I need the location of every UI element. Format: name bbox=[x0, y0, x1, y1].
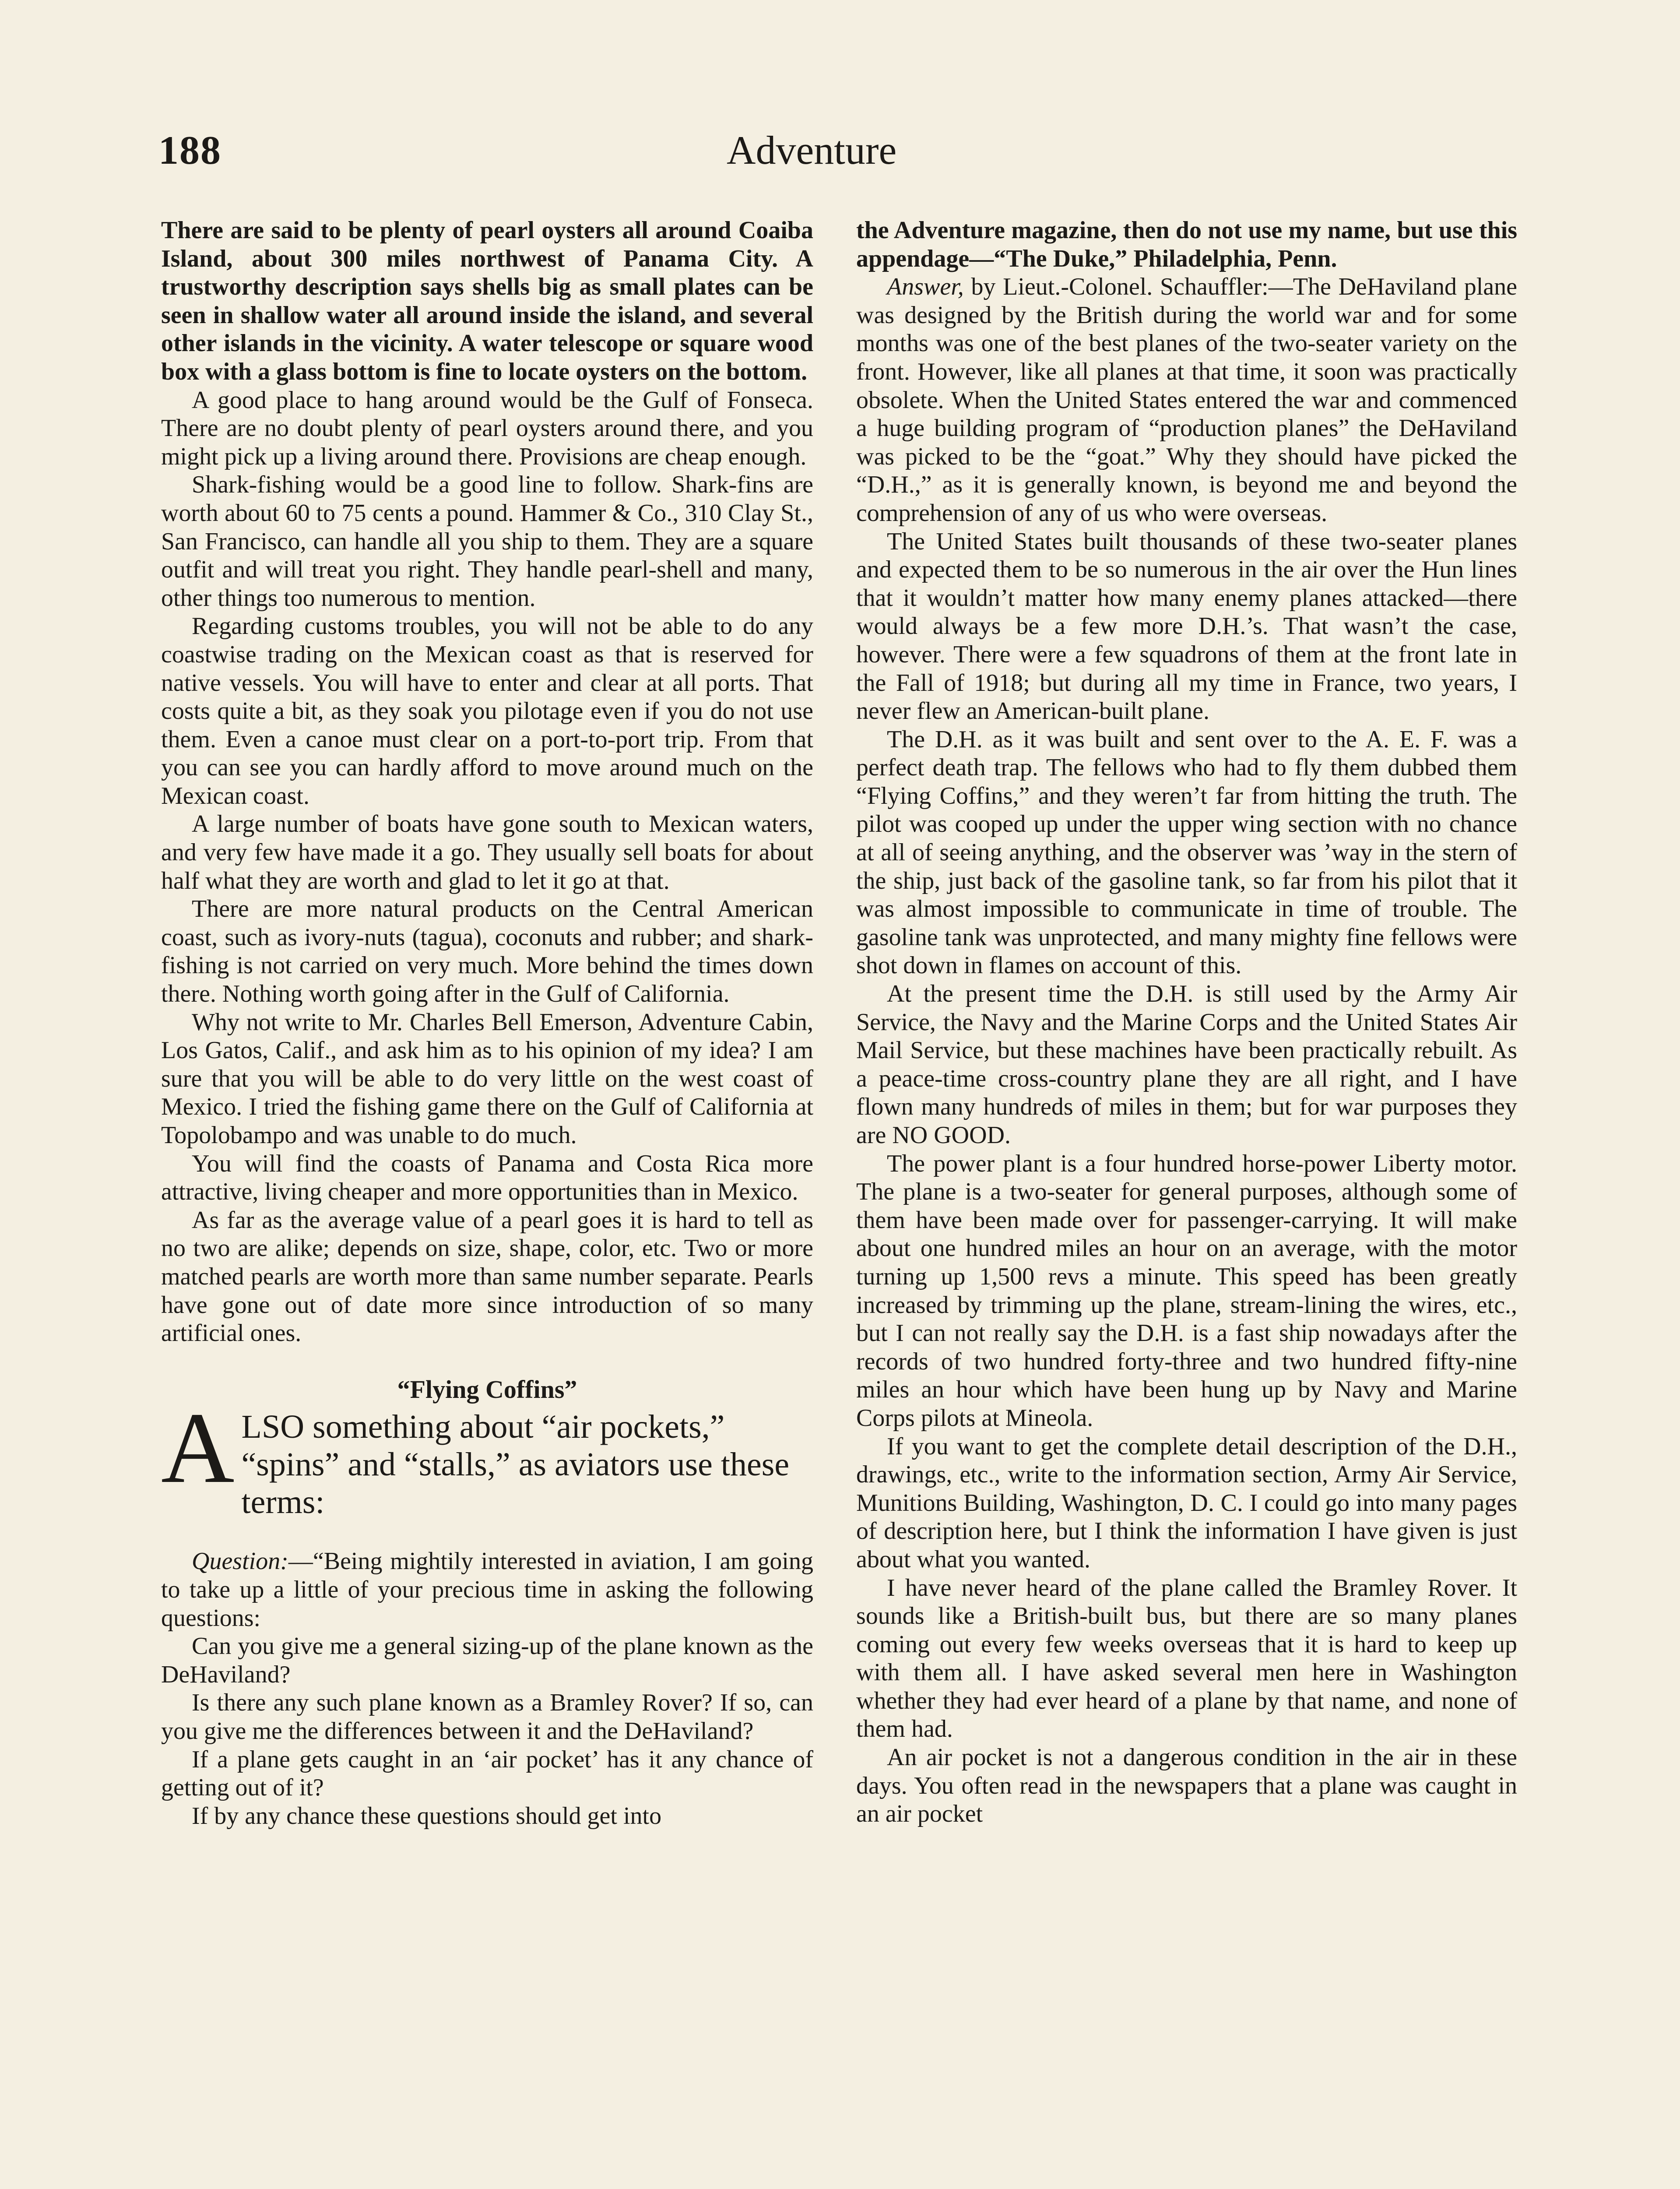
answer-paragraph bbox=[856, 273, 1517, 527]
paragraph: Is there any such plane known as a Bramley Rover? If so, can you give me the differences between it and the DeHaviland? bbox=[161, 1689, 813, 1745]
paragraph: An air pocket is not a dangerous condition in the air in these days. You often read in the newspapers that a plane was caught in an air pocket bbox=[856, 1744, 1517, 1828]
paragraph: I have never heard of the plane called the Bramley Rover. It sounds like a British-built bus, but there are so many planes coming out every few weeks overseas that it is hard to keep up with them all. I have asked several men here in Washington whether they had ever heard of a plane by that name, and none of them had. bbox=[856, 1574, 1517, 1743]
page-number: 188 bbox=[158, 128, 221, 172]
paragraph: If by any chance these questions should get into bbox=[192, 1802, 662, 1830]
drop-cap: A bbox=[161, 1408, 235, 1505]
paragraph: As far as the average value of a pearl goes it is hard to tell as no two are alike; depends on size, shape, color, etc. Two or more matched pearls are worth more than same number separate. Pearls have gone out of date more since introduction of so many artificial ones. bbox=[161, 1206, 813, 1347]
question-paragraph bbox=[161, 1547, 813, 1632]
paragraph: Can you give me a general sizing-up of the plane known as the DeHaviland? bbox=[161, 1633, 813, 1688]
paragraph: The United States built thousands of these two-seater planes and expected them to be so numerous in the air over the Hun lines that it wouldn’t matter how many enemy planes attacked—there would always be a few more D.H.’s. That wasn’t the case, however. There were a few squadrons of them at the front late in the Fall of 1918; but during all my time in France, two years, I never flew an American-built plane. bbox=[856, 528, 1517, 725]
paragraph: There are said to be plenty of pearl oysters all around Coaiba Island, about 300 miles northwest of Panama City. A trustworthy description says shells big as small plates can be seen in shallow water all around inside the island, and several other islands in the vicinity. A water telescope or square wood box with a glass bottom is fine to locate oysters on the bottom. bbox=[161, 217, 813, 385]
question-text: —“Being mightily interested in aviation, I am going to take up a little of your precious time in asking the following questions: bbox=[161, 1548, 813, 1632]
paragraph: There are more natural products on the Central American coast, such as ivory-nuts (tagua), coconuts and rubber; and shark-fishing is not carried on very much. More behind the times down there. Nothing worth going after in the Gulf of California. bbox=[161, 895, 813, 1008]
paragraph: Why not write to Mr. Charles Bell Emerson, Adventure Cabin, Los Gatos, Calif., and ask him as to his opinion of my idea? I am sure that you will be able to do very little on the west coast of Mexico. I tried the fishing game there on the Gulf of California at Topolobampo and was unable to do much. bbox=[161, 1008, 813, 1149]
paragraph: The power plant is a four hundred horse-power Liberty motor. The plane is a two-seater for general purposes, although some of them have been made over for passenger-carrying. It will make about one hundred miles an hour on an average, with the motor turning up 1,500 revs a minute. This speed has been greatly increased by trimming up the plane, stream-lining the wires, etc., but I can not really say the D.H. is a fast ship nowadays after the records of two hundred forty-three and two hundred fifty-nine miles an hour which have been hung up by Navy and Marine Corps pilots at Mineola. bbox=[856, 1150, 1517, 1432]
paragraph: At the present time the D.H. is still used by the Army Air Service, the Navy and the Marine Corps and the United States Air Mail Service, but these machines have been practically rebuilt. As a peace-time cross-country plane they are all right, and I have flown many hundreds of miles in them; but for war purposes they are NO GOOD. bbox=[856, 980, 1517, 1149]
paragraph: You will find the coasts of Panama and Costa Rica more attractive, living cheaper and more opportunities than in Mexico. bbox=[161, 1150, 813, 1206]
question-label: Question: bbox=[192, 1548, 288, 1575]
paragraph: A good place to hang around would be the Gulf of Fonseca. There are no doubt plenty of pearl oysters around there, and you might pick up a living around there. Provisions are cheap enough. bbox=[161, 386, 813, 470]
continuation-paragraph: the Adventure magazine, then do not use my name, but use this appendage—“The Duke,” Philadelphia, Penn. bbox=[856, 217, 1517, 272]
paragraph: The D.H. as it was built and sent over to the A. E. F. was a perfect death trap. The fellows who had to fly them dubbed them “Flying Coffins,” and they weren’t far from hitting the truth. The pilot was cooped up under the upper wing section with no chance at all of seeing anything, and the observer was ’way in the stern of the ship, just back of the gasoline tank, so far from his pilot that it was almost impossible to communicate in time of trouble. The gasoline tank was unprotected, and many mighty fine fellows were shot down in flames on account of this. bbox=[856, 725, 1517, 979]
paragraph: A large number of boats have gone south to Mexican waters, and very few have made it a go. They usually sell boats for about half what they are worth and glad to let it go at that. bbox=[161, 810, 813, 894]
running-head: Adventure bbox=[727, 128, 897, 172]
paragraph: Regarding customs troubles, you will not be able to do any coastwise trading on the Mexican coast as that is reserved for native vessels. You will have to enter and clear at all ports. That costs quite a bit, as they soak you pilotage even if you do not use them. Even a canoe must clear on a port-to-port trip. From that you can see you can hardly afford to move around much on the Mexican coast. bbox=[161, 612, 813, 809]
paragraph: Shark-fishing would be a good line to follow. Shark-fins are worth about 60 to 75 cents a pound. Hammer & Co., 310 Clay St., San Francisco, can handle all you ship to them. They are a square outfit and will treat you right. They handle pearl-shell and many, other things too numerous to mention. bbox=[161, 471, 813, 612]
right-column bbox=[856, 216, 1517, 1828]
paragraph: If a plane gets caught in an ‘air pocket’ has it any chance of getting out of it? bbox=[161, 1746, 813, 1802]
answer-label: Answer, bbox=[887, 273, 964, 301]
lead-paragraph bbox=[161, 1408, 813, 1521]
section-heading: “Flying Coffins” bbox=[397, 1375, 577, 1404]
lead-text: LSO something about “air pockets,” “spins” and “stalls,” as aviators use these terms: bbox=[241, 1408, 790, 1521]
answer-text: by Lieut.-Colonel. Schauffler:—The DeHaviland plane was designed by the British during the world war and for some months was one of the best planes of the two-seater variety on the front. However, like all planes at that time, it soon was practically obsolete. When the United States entered the war and commenced a huge building program of “production planes” the DeHaviland was picked to be the “goat.” Why they should have picked the “D.H.,” as it is generally known, is beyond me and beyond the comprehension of any of us who were overseas. bbox=[856, 273, 1517, 527]
paragraph: If you want to get the complete detail description of the D.H., drawings, etc., write to the information section, Army Air Service, Munitions Building, Washington, D. C. I could go into many pages of description here, but I think the information I have given is just about what you wanted. bbox=[856, 1432, 1517, 1573]
left-column bbox=[161, 216, 813, 1830]
